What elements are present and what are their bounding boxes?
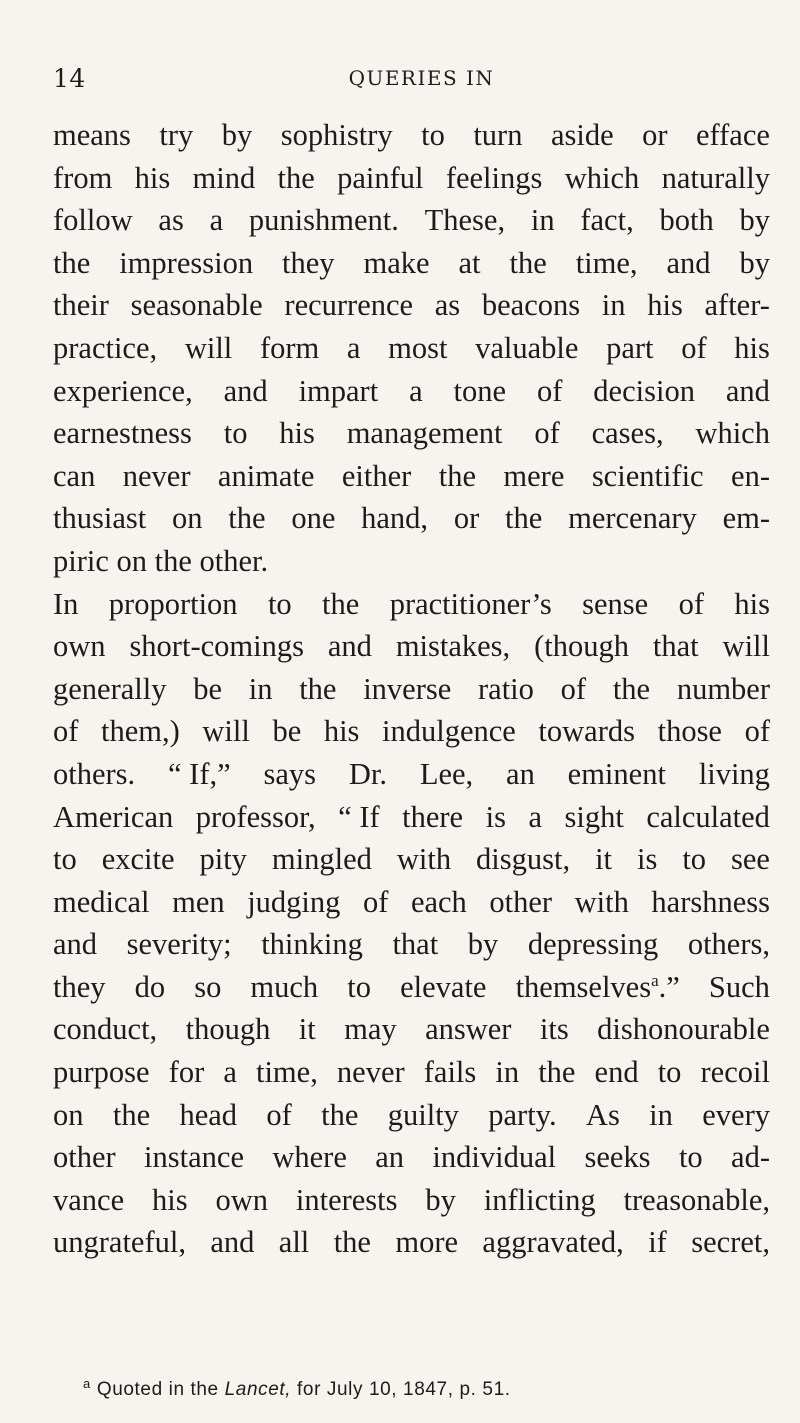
word: every (702, 1097, 770, 1132)
word: seeks (584, 1140, 651, 1175)
word: the (438, 458, 476, 493)
word: In (53, 586, 79, 621)
word: calculated (646, 799, 770, 834)
word: of (536, 373, 563, 408)
word: Lee, (419, 756, 474, 791)
word: men (172, 884, 225, 919)
word: a (209, 203, 224, 238)
word: treasonable, (623, 1182, 770, 1217)
word: of (560, 671, 587, 706)
text-line (53, 497, 770, 540)
word: medical (53, 884, 150, 919)
text-line (53, 327, 770, 370)
footnote (83, 1375, 773, 1402)
word: by (425, 1182, 456, 1217)
word: to (682, 842, 707, 877)
word: on (53, 1097, 84, 1132)
word: own (53, 629, 106, 664)
word: by (467, 927, 499, 962)
word: his (134, 160, 171, 195)
text-line (53, 753, 770, 796)
word: in (649, 1097, 673, 1132)
word: impression (119, 245, 254, 280)
word: earnestness (53, 416, 192, 451)
word: proportion (108, 586, 238, 621)
word: sense (582, 586, 649, 621)
word: the (53, 245, 91, 280)
word: in (530, 203, 555, 238)
word: end (594, 1055, 639, 1090)
word: inflicting (483, 1182, 596, 1217)
word: or (453, 501, 480, 536)
word: punishment. (248, 203, 399, 238)
word: from (53, 160, 113, 195)
word: vance (53, 1182, 125, 1217)
word: they (282, 245, 335, 280)
word: to (657, 1055, 682, 1090)
word: his (152, 1182, 188, 1217)
word: part (606, 330, 654, 365)
word: that (392, 927, 439, 962)
word: beacons (481, 288, 581, 323)
word: (though (534, 629, 629, 664)
word: animate (217, 458, 315, 493)
word: it (595, 842, 613, 877)
word: recurrence (284, 288, 414, 323)
page-number: 14 (53, 64, 86, 93)
word: others, (687, 927, 770, 962)
word: short-comings (129, 629, 304, 664)
text-line (53, 1179, 770, 1222)
word: the (612, 671, 651, 706)
body-text (53, 114, 770, 1264)
text-line (53, 838, 770, 881)
word: head (179, 1097, 238, 1132)
word: though (185, 1012, 271, 1047)
word: tone (453, 373, 507, 408)
word: depressing (527, 927, 659, 962)
word: inverse (363, 671, 452, 706)
word: make (363, 245, 430, 280)
word: answer (425, 1012, 512, 1047)
word: ratio (478, 671, 534, 706)
word: or (642, 118, 668, 152)
word: own (215, 1182, 268, 1217)
word: “ If (338, 799, 380, 834)
word: seasonable (130, 288, 263, 323)
word: painful (337, 160, 424, 195)
word: if (648, 1225, 667, 1260)
footnote-journal-title: Lancet, (224, 1379, 292, 1400)
word: fact, (580, 203, 634, 238)
word: practice, (53, 330, 158, 365)
word: the (538, 1055, 576, 1090)
word: living (698, 756, 770, 791)
word: at (458, 245, 481, 280)
word: purpose (53, 1055, 150, 1090)
word: of (681, 330, 707, 365)
word: see (731, 842, 770, 877)
word: disgust, (476, 842, 571, 877)
word: ungrateful, (53, 1225, 186, 1260)
word: to (347, 969, 372, 1004)
text-line (53, 710, 770, 753)
word: in (248, 671, 273, 706)
running-head: QUERIES IN (348, 66, 495, 90)
word: As (585, 1097, 620, 1132)
word: a (346, 330, 361, 365)
word: em- (722, 501, 770, 536)
word: by (221, 118, 253, 152)
word: the (277, 160, 315, 195)
word: either (341, 458, 412, 493)
word: ad- (731, 1140, 770, 1175)
word: naturally (661, 160, 770, 195)
word: a (409, 373, 423, 408)
word: guilty (387, 1097, 459, 1132)
word: individual (432, 1140, 557, 1175)
word: will (202, 714, 250, 749)
footnote-reference: a (651, 970, 659, 990)
word: all (278, 1225, 310, 1260)
word: and (725, 373, 770, 408)
word: Dr. (348, 756, 387, 791)
word: secret, (691, 1225, 770, 1260)
word: the (333, 1225, 371, 1260)
word: form (259, 330, 320, 365)
word: and (210, 1225, 255, 1260)
word: instance (144, 1140, 244, 1175)
word: follow (53, 203, 133, 238)
word: decision (593, 373, 695, 408)
word: and (666, 245, 711, 280)
text-line (53, 966, 770, 1009)
word: be (193, 671, 222, 706)
text-line (53, 625, 770, 668)
text-line (53, 1008, 770, 1051)
word: with (396, 842, 452, 877)
text-line (53, 668, 770, 711)
text-line (53, 199, 770, 242)
word: feelings (445, 160, 543, 195)
word: there (402, 799, 464, 834)
text-line (53, 796, 770, 839)
word: others. (53, 756, 136, 791)
footnote-marker: a (83, 1375, 91, 1391)
text-line (53, 1136, 770, 1179)
word: recoil (700, 1055, 770, 1090)
text-line (53, 923, 770, 966)
word: themselves$^a$.” (515, 969, 680, 1004)
word: sight (564, 799, 624, 834)
word: time, (575, 245, 638, 280)
word: both (659, 203, 714, 238)
word: American (53, 799, 174, 834)
text-line (53, 242, 770, 285)
word: the (321, 1097, 359, 1132)
word: those (657, 714, 722, 749)
word: indulgence (382, 714, 516, 749)
word: the (322, 586, 360, 621)
word: will (722, 629, 770, 664)
text-line (53, 412, 770, 455)
word: time, (255, 1055, 318, 1090)
word: a (223, 1055, 237, 1090)
word: their (53, 288, 109, 323)
word: they (53, 969, 106, 1004)
word: by (739, 203, 770, 238)
word: his (734, 586, 770, 621)
word: of (744, 714, 770, 749)
word: towards (538, 714, 635, 749)
text-line (53, 540, 770, 583)
word: cases, (591, 416, 664, 451)
word: of (362, 884, 389, 919)
text-line (53, 881, 770, 924)
word: eminent (567, 756, 666, 791)
word: elevate (400, 969, 487, 1004)
word: means (53, 118, 131, 152)
word: to (223, 416, 248, 451)
word: interests (295, 1182, 398, 1217)
word: thinking (261, 927, 363, 962)
word: of (534, 416, 560, 451)
word: after- (704, 288, 770, 323)
word: mercenary (568, 501, 697, 536)
word: mere (503, 458, 565, 493)
word: and (327, 629, 372, 664)
word: mingled (271, 842, 372, 877)
word: the (112, 1097, 151, 1132)
word: mind (192, 160, 256, 195)
word: that (652, 629, 699, 664)
word: as (434, 288, 461, 323)
word: conduct, (53, 1012, 158, 1047)
word: Such (708, 969, 770, 1004)
word: of (678, 586, 704, 621)
word: his (279, 416, 315, 451)
word: will (184, 330, 233, 365)
word: most (388, 330, 448, 365)
word: These, (424, 203, 506, 238)
word: is (485, 799, 506, 834)
text-line (53, 583, 770, 626)
word: severity; (126, 927, 232, 962)
word: “ If,” (168, 756, 231, 791)
text-line (53, 157, 770, 200)
word: a (528, 799, 542, 834)
word: thusiast (53, 501, 147, 536)
text-line (53, 1051, 770, 1094)
word: is (637, 842, 658, 877)
word: says (263, 756, 317, 791)
text-line (53, 284, 770, 327)
word: may (344, 1012, 397, 1047)
word: and (53, 927, 98, 962)
word: pity (199, 842, 247, 877)
word: where (272, 1140, 347, 1175)
word: sophistry (280, 118, 393, 152)
word: an (506, 756, 535, 791)
word: each (410, 884, 467, 919)
word: for (168, 1055, 205, 1090)
word: the (505, 501, 543, 536)
text-line (53, 370, 770, 413)
word: and (223, 373, 268, 408)
text-line (53, 455, 770, 498)
word: to (678, 1140, 703, 1175)
word: the (299, 671, 337, 706)
closing-quote: .” (658, 969, 680, 1004)
word: one (291, 501, 336, 536)
word: to (267, 586, 292, 621)
word: aside (550, 118, 614, 152)
word: so (194, 969, 222, 1004)
word: never (122, 458, 191, 493)
word: with (574, 884, 629, 919)
word: practitioner’s (389, 586, 552, 621)
word: on (171, 501, 203, 536)
word: his (647, 288, 683, 323)
word: his (323, 714, 360, 749)
word: party. (488, 1097, 557, 1132)
word: be (272, 714, 302, 749)
word: more (395, 1225, 459, 1260)
word: by (739, 245, 770, 280)
word: fails (423, 1055, 477, 1090)
word: scientific (591, 458, 704, 493)
word: in (495, 1055, 520, 1090)
footnote-text-before: Quoted in the (96, 1379, 219, 1400)
word: dishonourable (597, 1012, 770, 1047)
word: valuable (475, 330, 579, 365)
word: impart (298, 373, 379, 408)
word: efface (696, 118, 770, 152)
word: number (676, 671, 770, 706)
word: other (53, 1140, 116, 1175)
word: of (266, 1097, 292, 1132)
word: piric on the other. (53, 543, 269, 578)
word: experience, (53, 373, 193, 408)
word: judging (247, 884, 341, 919)
word: professor, (195, 799, 316, 834)
word: it (298, 1012, 316, 1047)
word: do (134, 969, 166, 1004)
word: his (734, 330, 770, 365)
word: other (489, 884, 553, 919)
word: harshness (651, 884, 770, 919)
word: as (158, 203, 184, 238)
word: excite (101, 842, 175, 877)
text-line (53, 114, 770, 157)
text-line (53, 1221, 770, 1264)
word: never (336, 1055, 405, 1090)
word: the (228, 501, 266, 536)
word: of (53, 714, 79, 749)
word: management (346, 416, 503, 451)
word: can (53, 458, 96, 493)
word: try (159, 118, 194, 152)
word: the (509, 245, 547, 280)
footnote-text-after: for July 10, 1847, p. 51. (297, 1379, 511, 1400)
word: which (564, 160, 640, 195)
word: to (53, 842, 77, 877)
word: aggravated, (482, 1225, 624, 1260)
word: generally (53, 671, 167, 706)
word: which (695, 416, 770, 451)
word: in (601, 288, 626, 323)
word: an (375, 1140, 405, 1175)
word: much (250, 969, 319, 1004)
page-header (53, 64, 770, 96)
text-line (53, 1094, 770, 1137)
word: to (421, 118, 445, 152)
word: mistakes, (395, 629, 511, 664)
word: hand, (361, 501, 429, 536)
word: en- (731, 458, 770, 493)
word: its (539, 1012, 569, 1047)
word: them,) (101, 714, 180, 749)
word: turn (473, 118, 523, 152)
